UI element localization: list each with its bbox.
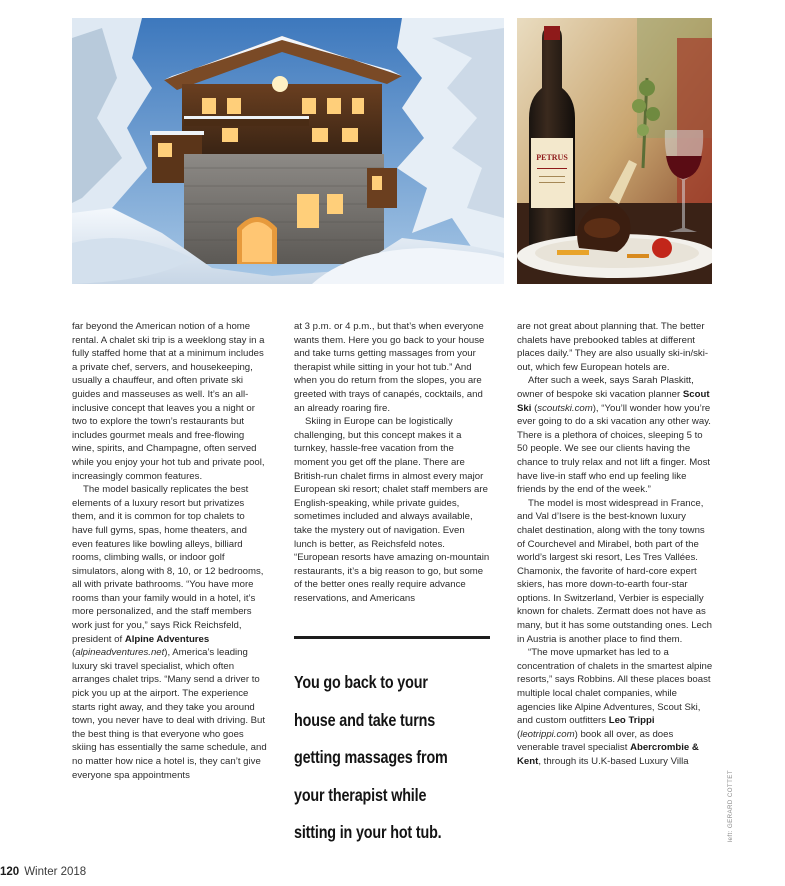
dinner-photo [517,18,712,284]
article-column-1 [72,320,268,782]
paragraph: After such a week, says Sarah Plaskitt, owner of bespoke ski vacation planner Scout Ski (scoutski.com), “You’ll wonder how you’re ever going to do a ski vacation any other way. There is a plethora of choices, sleeping 5 to 50 people. We see our clients having the chance to truly relax and not lift a finger. Most have live-in staff who end up feeling like friends by the end of the week.” [517,375,711,496]
pull-quote-line: sitting in your hot tub. [294,822,442,842]
paragraph: Skiing in Europe can be logistically challenging, but this concept makes it a turnkey, hassle-free vacation from the moment you get off the plane. There are British-run chalet firms in almost every major European ski resort; chalet staff members are English-speaking, while private guides, sometimes included and always available, take the mystery out of navigation. Even lunch is better, as Reichsfeld notes. “European resorts have amazing on-mountain restaurants, it’s a big reason to go, but some of the better ones really require advance reservations, and Americans [294,416,490,604]
paragraph: The model is most widespread in France, and Val d’Isere is the best-known luxury chalet destination, along with the tony towns of Courchevel and Mirabel, both part of the world’s largest ski resort, Les Tres Vallées. Chamonix, the favorite of hard-core expert skiers, has more down-to-earth four-star options. In Switzerland, Verbier is especially known for chalets. Zermatt does not have as many, but it has some outstanding ones. Lech in Austria is another place to find them. [517,497,713,645]
pull-quote-divider [294,636,490,639]
paragraph: far beyond the American notion of a home rental. A chalet ski trip is a weeklong stay in a fully staffed home that at a minimum includes a private chef, servers, and housekeeping, usually a chauffeur, and often private ski guides and masseuses as well. It’s an all-inclusive concept that leaves you a night or two to explore the town’s restaurants but includes gourmet meals and free-flowing wine, spirits, and Champagne, often served while you enjoy your hot tub and private pool, increasingly common features. [72,321,265,482]
brand-name: Abercrombie & Kent [517,742,699,767]
article-column-3 [517,320,713,769]
brand-name: Leo Trippi [608,715,655,727]
chalet-photo [72,18,504,284]
article-column-2 [294,320,490,605]
page-footer [0,866,86,878]
brand-name: Scout Ski [517,388,710,414]
wine-label: PETRUS [536,153,568,162]
paragraph: are not great about planning that. The better chalets have prebooked tables at different places daily.” They are also usually ski-in/ski-out, which few European hotels are. [517,321,709,373]
pull-quote [294,664,458,852]
photo-credit: left: GERARD COTTET [727,770,734,843]
website-link[interactable]: scoutski.com [537,402,593,414]
paragraph: The model basically replicates the best elements of a luxury resort but privatizes them, and it is common for top chalets to have full gyms, spas, home theaters, and even features like bowling alleys, billiard rooms, climbing walls, or indoor golf simulators, along with 8, 10, or 12 bedrooms, all with private bathrooms. “You have more rooms than your family would in a hotel, it’s more personalized, and the staff members work just for you,” says Rick Reichsfeld, president of Alpine Adventures (alpineadventures.net), America’s leading luxury ski travel specialist, which often arranges chalet trips. “Many send a driver to pick you up at the airport. The experience starts right away, and they take you around town, you never have to deal with driving. But the best thing is that everyone who goes skiing has essentially the same schedule, and no matter how nice a hotel is, they can’t give everyone spa appointments [72,484,267,781]
paragraph: at 3 p.m. or 4 p.m., but that’s when everyone wants them. Here you go back to your house and take turns getting massages from your therapist while sitting in your hot tub.” And when you do return from the slopes, you are greeted with trays of canapés, cocktails, and an already roaring fire. [294,321,485,414]
brand-name: Alpine Adventures [124,633,210,645]
pull-quote-line: house and take turns [294,709,436,730]
issue-label: Winter 2018 [24,866,87,878]
pull-quote-line: your therapist while [294,784,427,805]
pull-quote-line: getting massages from [294,747,448,767]
page-number: 120 [0,866,20,878]
website-link[interactable]: alpineadventures.net [75,647,165,659]
pull-quote-line: You go back to your [294,672,428,692]
paragraph: “The move upmarket has led to a concentration of chalets in the smartest alpine resorts,” says Robbins. All these places boast multiple local chalet companies, while agencies like Alpine Adventures, Scout Ski, and custom outfitters Leo Trippi (leotrippi.com) book all over, as does venerable travel specialist Abercrombie & Kent, through its U.K-based Luxury Villa [517,647,713,767]
website-link[interactable]: leotrippi.com [520,728,575,740]
